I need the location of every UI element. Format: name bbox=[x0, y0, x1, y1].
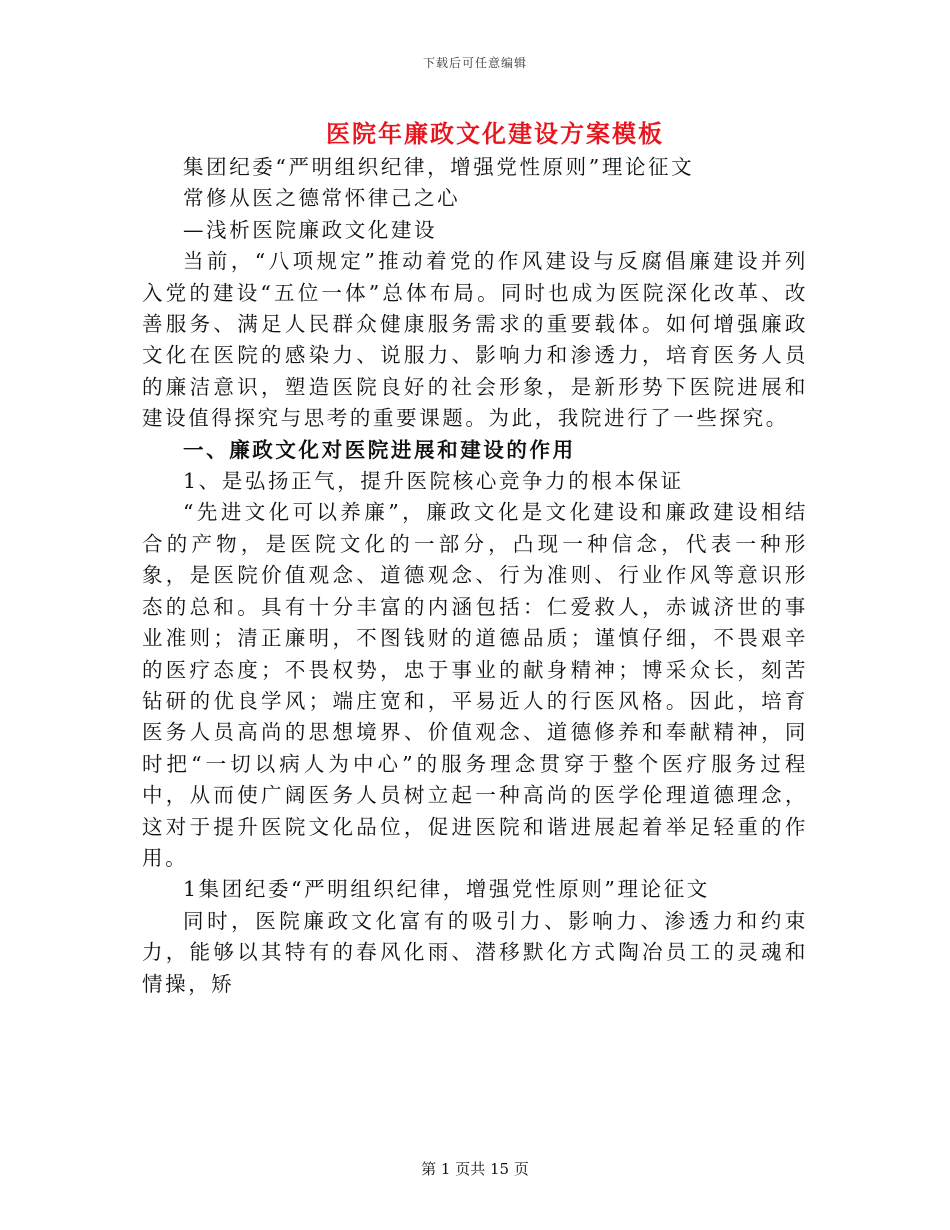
paragraph-continuation: 同时，医院廉政文化富有的吸引力、影响力、渗透力和约束力，能够以其特有的春风化雨、潜移默化方式陶冶员工的灵魂和情操，矫 bbox=[142, 908, 808, 996]
paragraph-culture: “先进文化可以养廉”，廉政文化是文化建设和廉政建设相结合的产物，是医院文化的一部分，凸现一种信念，代表一种形象，是医院价值观念、道德观念、行为准则、行业作风等意识形态的总和。具有十分丰富的内涵包括：仁爱救人，赤诚济世的事业准则；清正廉明，不图钱财的道德品质；谨慎仔细，不畏艰辛的医疗态度；不畏权势，忠于事业的献身精神；博采众长，刻苦钻研的优良学风；端庄宽和，平易近人的行医风格。因此，培育医务人员高尚的思想境界、价值观念、道德修养和奉献精神，同时把“一切以病人为中心”的服务理念贯穿于整个医疗服务过程中，从而使广阔医务人员树立起一种高尚的医学伦理道德理念，这对于提升医院文化品位，促进医院和谐进展起着举足轻重的作用。 bbox=[142, 500, 808, 870]
page-number: 第 1 页共 15 页 bbox=[421, 1160, 529, 1178]
document-body bbox=[142, 152, 808, 1000]
paragraph-essay-source: 集团纪委“严明组织纪律，增强党性原则”理论征文 bbox=[183, 155, 695, 179]
document-title: 医院年廉政文化建设方案模板 bbox=[326, 119, 664, 148]
header-note: 下载后可任意编辑 bbox=[422, 56, 527, 70]
section-heading-1: 一、廉政文化对医院进展和建设的作用 bbox=[183, 437, 576, 462]
subsection-heading-1-1: 1、是弘扬正气，提升医院核心竞争力的根本保证 bbox=[183, 469, 684, 494]
paragraph-footnote-line: 1集团纪委“严明组织纪律，增强党性原则”理论征文 bbox=[183, 877, 710, 902]
paragraph-essay-title: 常修从医之德常怀律己之心 bbox=[183, 186, 461, 211]
paragraph-intro: 当前，“八项规定”推动着党的作风建设与反腐倡廉建设并列入党的建设“五位一体”总体布局。同时也成为医院深化改革、改善服务、满足人民群众健康服务需求的重要载体。如何增强廉政文化在医院的感染力、说服力、影响力和渗透力，培育医务人员的廉洁意识，塑造医院良好的社会形象，是新形势下医院进展和建设值得探究与思考的重要课题。为此，我院进行了一些探究。 bbox=[142, 249, 808, 431]
paragraph-essay-subtitle: —浅析医院廉政文化建设 bbox=[183, 217, 438, 242]
